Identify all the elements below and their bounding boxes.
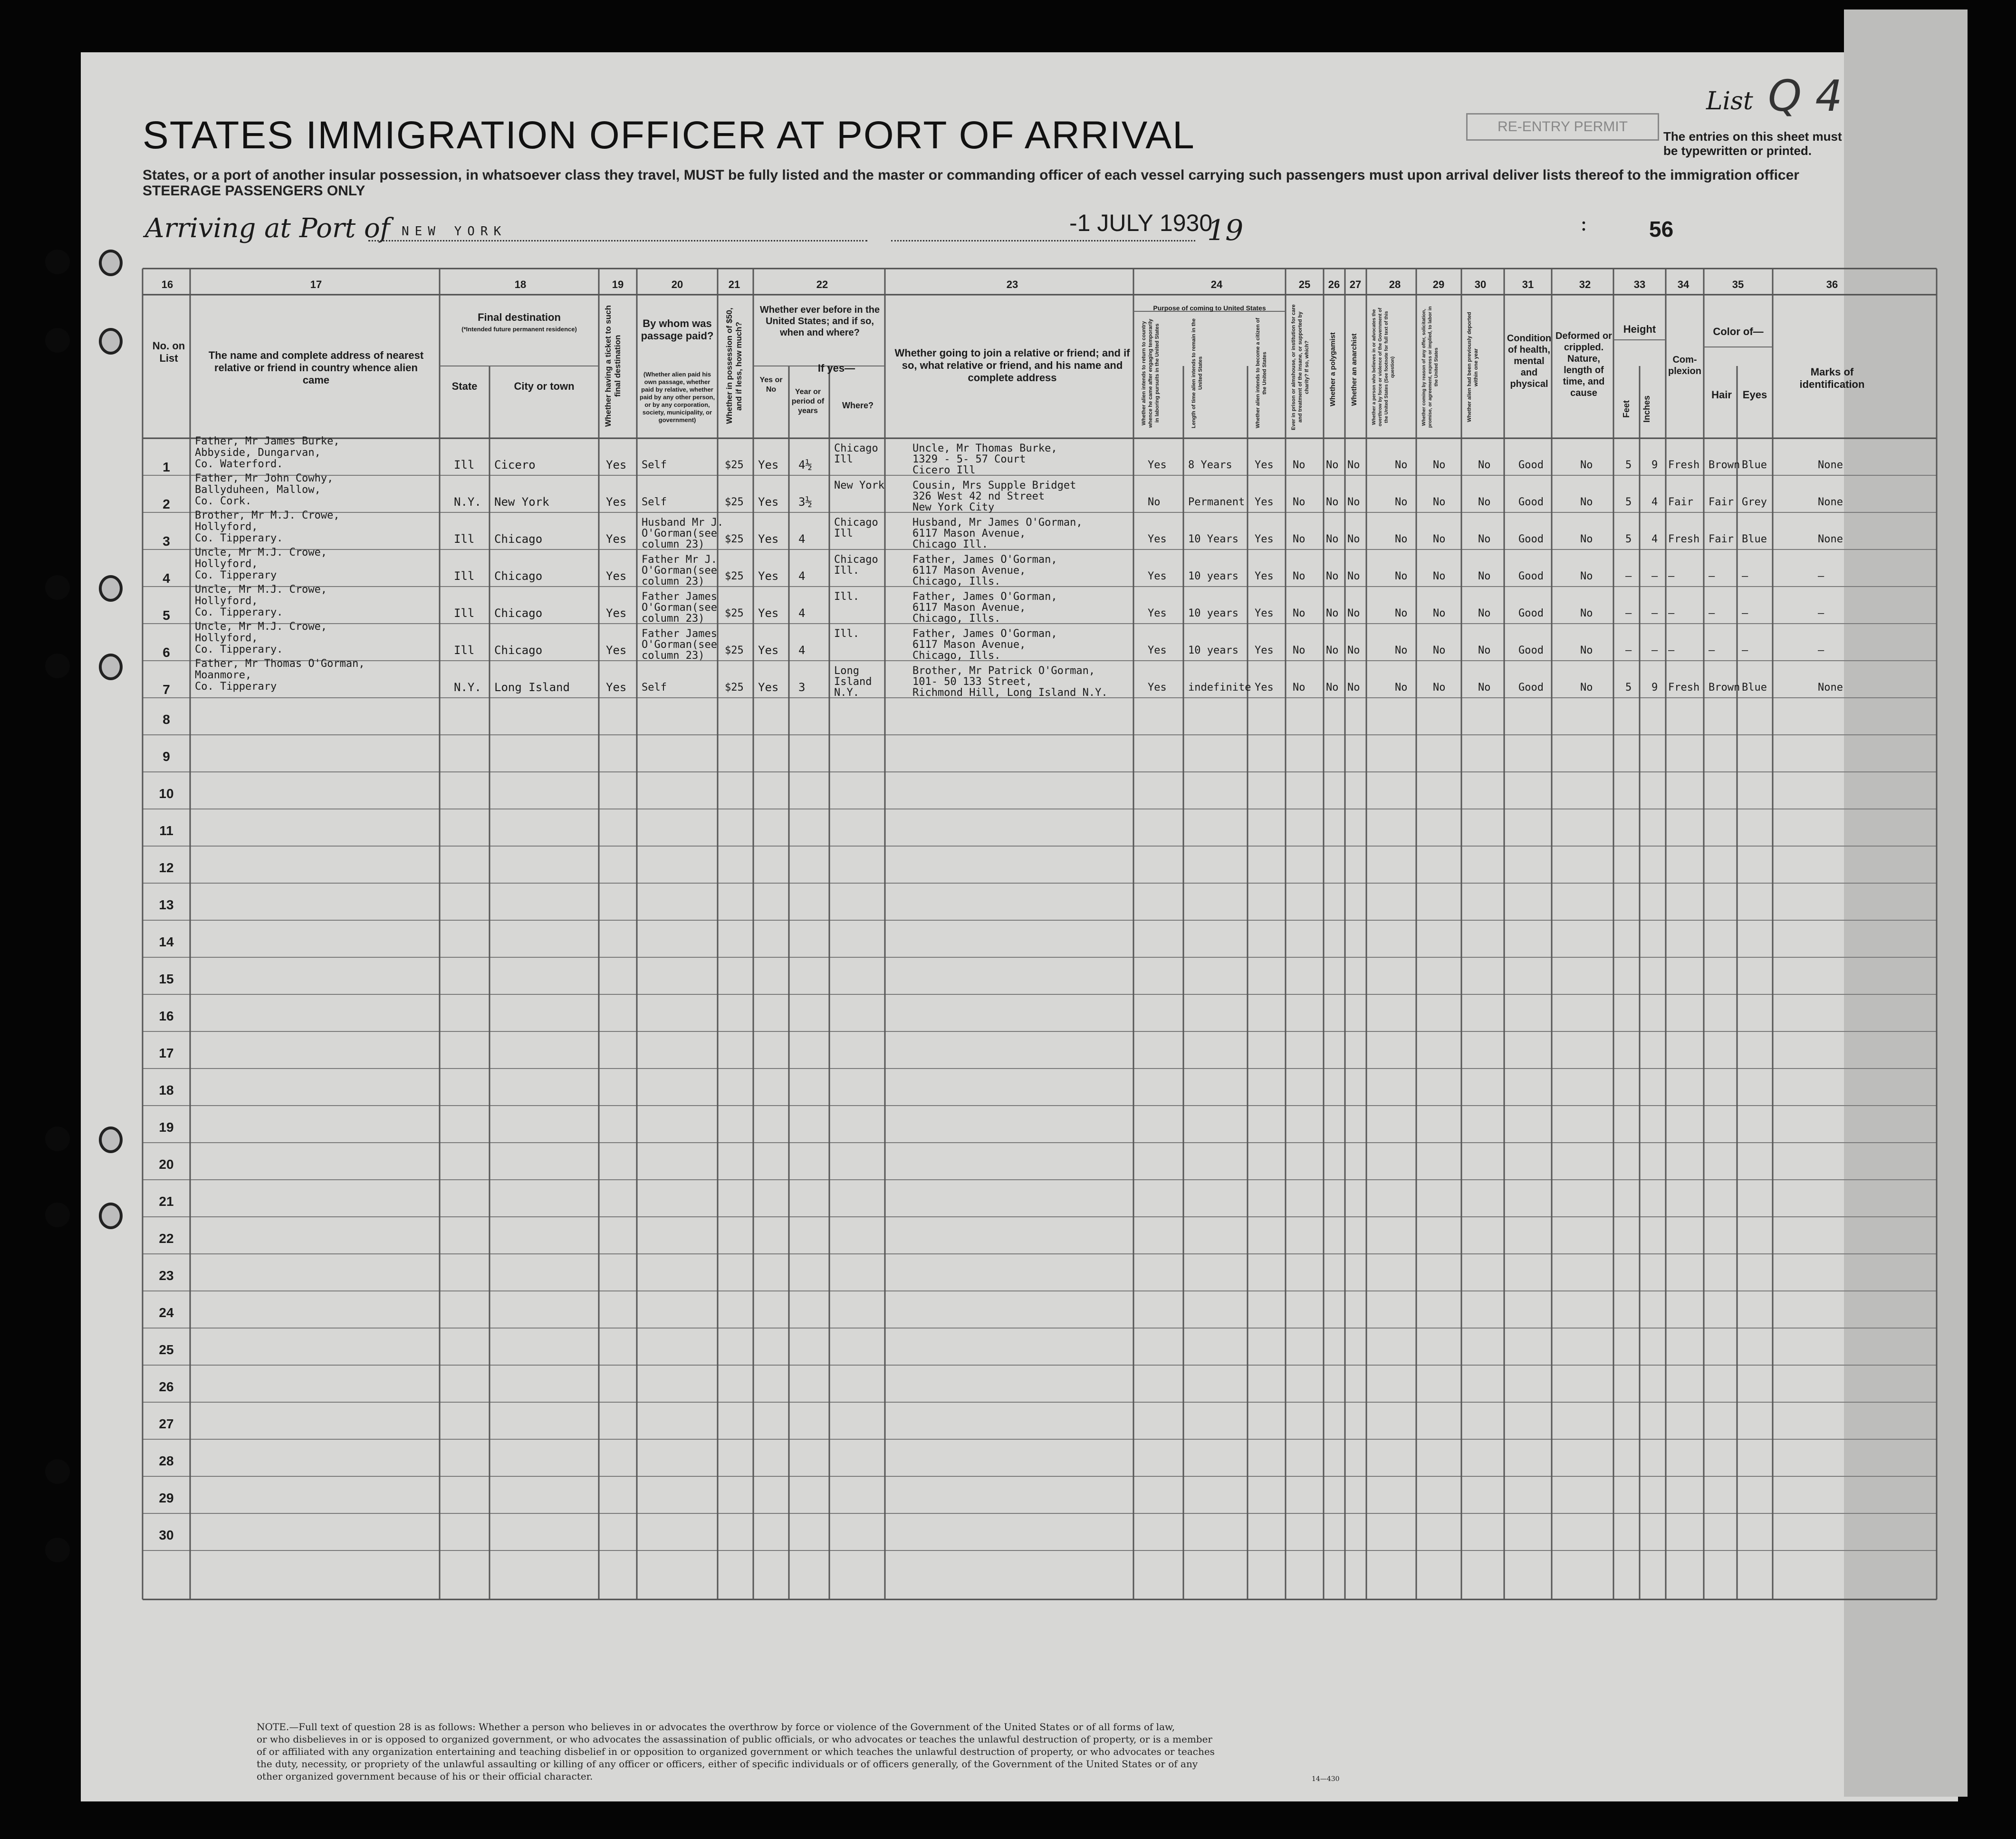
- health-value: Good: [1518, 607, 1544, 619]
- joining-relative: Cousin, Mrs Supple Bridget 326 West 42 nd Street New York City: [912, 480, 1076, 513]
- page-title: STATES IMMIGRATION OFFICER AT PORT OF ARRIVAL: [143, 114, 1195, 157]
- purpose-citizen: Yes: [1255, 607, 1274, 619]
- question-29-value: No: [1433, 607, 1446, 619]
- where-value: Chicago Ill.: [834, 554, 878, 577]
- height-inches: 4: [1651, 496, 1658, 508]
- header-period: Year or period of years: [791, 388, 825, 415]
- list-label: List: [1706, 87, 1753, 116]
- height-feet: 5: [1625, 682, 1632, 693]
- nearest-relative: Uncle, Mr M.J. Crowe, Hollyford, Co. Tipperary: [195, 547, 327, 581]
- purpose-return: Yes: [1148, 645, 1167, 656]
- header-deformed: Deformed or crippled. Nature, length of time, and cause: [1555, 331, 1612, 398]
- header-ever-before: Whether ever before in the United States; and if so, when and where?: [759, 305, 880, 338]
- header-city: City or town: [514, 380, 575, 392]
- ever-before: Yes: [758, 607, 779, 620]
- row-number: 21: [159, 1194, 174, 1209]
- health-value: Good: [1518, 682, 1544, 693]
- money-value: $25: [725, 570, 744, 582]
- destination-state: Ill: [454, 607, 475, 620]
- destination-city: Long Island: [494, 681, 570, 694]
- column-number: 20: [671, 279, 683, 290]
- question-28-value: No: [1395, 682, 1408, 693]
- header-passage-note: (Whether alien paid his own passage, whether paid by relative, whether paid by any other person, or by any corporation, society, municipality, or government): [639, 371, 715, 424]
- purpose-return: No: [1148, 496, 1161, 508]
- anarchist-value: No: [1347, 645, 1360, 656]
- polygamist-value: No: [1326, 459, 1339, 471]
- money-value: $25: [725, 533, 744, 545]
- destination-state: Ill: [454, 458, 475, 472]
- row-number: 13: [159, 897, 174, 912]
- column-number: 23: [1006, 279, 1018, 290]
- height-inches: —: [1651, 570, 1658, 582]
- ticket-value: Yes: [606, 495, 627, 509]
- destination-state: N.Y.: [454, 495, 481, 509]
- polygamist-value: No: [1326, 607, 1339, 619]
- destination-state: Ill: [454, 644, 475, 657]
- where-value: Chicago Ill: [834, 443, 878, 465]
- row-number: 23: [159, 1268, 174, 1283]
- hair-value: —: [1709, 645, 1715, 656]
- identification-marks: —: [1818, 570, 1824, 582]
- hair-value: Brown: [1709, 682, 1740, 693]
- header-feet: Feet: [1622, 400, 1631, 418]
- column-number: 27: [1349, 279, 1362, 290]
- column-number: 29: [1432, 279, 1445, 290]
- header-yes-no: Yes or No: [759, 376, 783, 394]
- header-inches: Inches: [1642, 395, 1651, 423]
- row-number: 2: [163, 497, 170, 511]
- row-number: 18: [159, 1083, 174, 1098]
- header-complexion: Com- plexion: [1668, 355, 1701, 376]
- row-number: 19: [159, 1120, 174, 1135]
- health-value: Good: [1518, 459, 1544, 471]
- marginal-mark: :: [1580, 212, 1587, 236]
- complexion-value: Fresh: [1668, 682, 1700, 693]
- health-value: Good: [1518, 533, 1544, 545]
- header-final-destination-note: (*Intended future permanent residence): [461, 326, 577, 333]
- row-number: 11: [159, 823, 173, 838]
- row-number: 24: [159, 1305, 174, 1320]
- row-number: 28: [159, 1454, 174, 1468]
- question-30-value: No: [1478, 645, 1491, 656]
- entries-note-line: be typewritten or printed.: [1663, 144, 1812, 158]
- hair-value: Fair: [1709, 496, 1734, 508]
- row-number: 25: [159, 1342, 174, 1357]
- question-30-value: No: [1478, 533, 1491, 545]
- header-money: Whether in possession of $50, and if less, how much?: [725, 308, 743, 424]
- column-number: 26: [1328, 279, 1340, 290]
- footnote: NOTE.—Full text of question 28 is as follows: Whether a person who believes in or advocates the overthrow by force or violence of the Government of the United States or of all forms of law, or who disbelieves in or is opposed to organized government, or who advocates the assassination of public officials, or who advocates or teaches the unlawful destruction of property, or is a member of or affiliated with any organization entertaining and teaching disbelief in or opposition to organized government or which teaches the unlawful destruction of property, or who advocates or teaches the duty, necessity, or propriety of the unlawful assaulting or killing of any officer or officers, either of specific individuals or of officers generally, of the Government of the United States or of any other organized government because of his or their official character.: [257, 1721, 1215, 1782]
- header-purpose-citizen: Whether alien intends to become a citizen of the United States: [1255, 318, 1267, 429]
- instructions-text: States, or a port of another insular possession, in whatsoever class they travel, MUST be fully listed and the master or commanding officer of each vessel carrying such passengers must upon arrival deliver lists thereof to the immigration officer: [143, 167, 1799, 183]
- deformed-value: No: [1580, 496, 1593, 508]
- eyes-value: —: [1742, 645, 1748, 656]
- purpose-length: Permanent: [1188, 496, 1245, 508]
- row-number: 14: [159, 934, 174, 949]
- header-ticket: Whether having a ticket to such final destination: [604, 305, 622, 427]
- height-feet: —: [1625, 607, 1632, 619]
- form-number: 14—430: [1312, 1775, 1340, 1783]
- years-value: 4½: [798, 458, 812, 472]
- question-30-value: No: [1478, 607, 1491, 619]
- deformed-value: No: [1580, 459, 1593, 471]
- column-number: 34: [1677, 279, 1690, 290]
- joining-relative: Father, James O'Gorman, 6117 Mason Avenue, Chicago, Ills.: [912, 628, 1057, 662]
- complexion-value: Fresh: [1668, 459, 1700, 471]
- column-number: 33: [1633, 279, 1646, 290]
- height-inches: —: [1651, 645, 1658, 656]
- column-number: 25: [1298, 279, 1311, 290]
- joining-relative: Husband, Mr James O'Gorman, 6117 Mason Avenue, Chicago Ill.: [912, 517, 1083, 550]
- eyes-value: Grey: [1742, 496, 1767, 508]
- column-number: 16: [161, 279, 173, 290]
- row-number: 29: [159, 1491, 174, 1505]
- page-number: 56: [1649, 217, 1674, 241]
- prison-value: No: [1293, 533, 1306, 545]
- nearest-relative: Father, Mr James Burke, Abbyside, Dungarvan, Co. Waterford.: [195, 435, 340, 470]
- years-value: 3: [798, 681, 806, 694]
- anarchist-value: No: [1347, 570, 1360, 582]
- header-state: State: [451, 380, 478, 392]
- polygamist-value: No: [1326, 570, 1339, 582]
- joining-relative: Uncle, Mr Thomas Burke, 1329 - 5- 57 Court Cicero Ill: [912, 443, 1057, 476]
- nearest-relative: Brother, Mr M.J. Crowe, Hollyford, Co. Tipperary.: [195, 510, 340, 544]
- list-number: Q 4: [1768, 71, 1843, 121]
- height-inches: 9: [1651, 459, 1658, 471]
- destination-state: Ill: [454, 569, 475, 583]
- question-29-value: No: [1433, 533, 1446, 545]
- destination-city: Chicago: [494, 532, 543, 546]
- header-question-28: Whether a person who believes in or advocates the overthrow by force or violence of the Government of the United States (See footnote for full text of this question): [1372, 308, 1395, 427]
- entries-note-line: The entries on this sheet must: [1663, 129, 1842, 144]
- purpose-citizen: Yes: [1255, 496, 1274, 508]
- question-30-value: No: [1478, 459, 1491, 471]
- nearest-relative: Father, Mr Thomas O'Gorman, Moanmore, Co. Tipperary: [195, 658, 365, 693]
- anarchist-value: No: [1347, 496, 1360, 508]
- question-29-value: No: [1433, 645, 1446, 656]
- purpose-citizen: Yes: [1255, 459, 1274, 471]
- question-28-value: No: [1395, 570, 1408, 582]
- question-28-value: No: [1395, 533, 1408, 545]
- health-value: Good: [1518, 570, 1544, 582]
- complexion-value: Fresh: [1668, 533, 1700, 545]
- hair-value: Fair: [1709, 533, 1734, 545]
- arrival-port: NEW YORK: [402, 224, 507, 239]
- years-value: 3½: [798, 495, 812, 509]
- header-question-30: Whether alien had been previously deported within one year: [1467, 312, 1479, 423]
- purpose-citizen: Yes: [1255, 533, 1274, 545]
- ever-before: Yes: [758, 532, 779, 546]
- passage-paid: Father James O'Gorman(see column 23): [642, 628, 717, 662]
- column-number: 22: [816, 279, 828, 290]
- ticket-value: Yes: [606, 458, 627, 472]
- years-value: 4: [798, 532, 806, 546]
- purpose-length: 8 Years: [1188, 459, 1232, 471]
- eyes-value: Blue: [1742, 682, 1767, 693]
- header-passage-paid: By whom was passage paid?: [641, 318, 714, 342]
- deformed-value: No: [1580, 533, 1593, 545]
- passage-paid: Husband Mr J. O'Gorman(see column 23): [642, 517, 724, 550]
- question-29-value: No: [1433, 570, 1446, 582]
- prison-value: No: [1293, 496, 1306, 508]
- hair-value: —: [1709, 607, 1715, 619]
- question-29-value: No: [1433, 496, 1446, 508]
- reentry-permit-stamp: RE-ENTRY PERMIT: [1466, 113, 1659, 141]
- height-feet: 5: [1625, 533, 1632, 545]
- question-30-value: No: [1478, 682, 1491, 693]
- row-number: 17: [159, 1046, 174, 1060]
- header-prison: Ever in prison or almshouse, or institution for care and treatment of the insane, or supported by charity? If so, which?: [1291, 304, 1310, 430]
- eyes-value: —: [1742, 570, 1748, 582]
- column-number: 18: [514, 279, 527, 290]
- ticket-value: Yes: [606, 644, 627, 657]
- eyes-value: —: [1742, 607, 1748, 619]
- passage-paid: Self: [642, 682, 667, 693]
- row-number: 1: [163, 460, 170, 474]
- deformed-value: No: [1580, 607, 1593, 619]
- question-29-value: No: [1433, 459, 1446, 471]
- nearest-relative: Uncle, Mr M.J. Crowe, Hollyford, Co. Tipperary.: [195, 621, 327, 655]
- hair-value: Brown: [1709, 459, 1740, 471]
- header-no-on-list: No. on List: [152, 340, 185, 364]
- years-value: 4: [798, 644, 806, 657]
- anarchist-value: No: [1347, 682, 1360, 693]
- height-feet: 5: [1625, 496, 1632, 508]
- purpose-length: 10 years: [1188, 570, 1238, 582]
- identification-marks: None: [1818, 496, 1843, 508]
- ticket-value: Yes: [606, 607, 627, 620]
- nearest-relative: Uncle, Mr M.J. Crowe, Hollyford, Co. Tipperary.: [195, 584, 327, 618]
- destination-city: Chicago: [494, 644, 543, 657]
- row-number: 16: [159, 1009, 174, 1023]
- year-prefix: 19: [1207, 214, 1244, 247]
- anarchist-value: No: [1347, 459, 1360, 471]
- row-number: 22: [159, 1231, 174, 1246]
- arriving-label: Arriving at Port of: [145, 213, 390, 244]
- question-30-value: No: [1478, 570, 1491, 582]
- header-color-of: Color of—: [1713, 326, 1764, 337]
- complexion-value: —: [1668, 645, 1675, 656]
- purpose-length: 10 years: [1188, 645, 1238, 656]
- height-feet: —: [1625, 570, 1632, 582]
- ever-before: Yes: [758, 495, 779, 509]
- purpose-return: Yes: [1148, 570, 1167, 582]
- row-number: 4: [163, 571, 170, 586]
- destination-city: Chicago: [494, 569, 543, 583]
- destination-city: Cicero: [494, 458, 536, 472]
- row-number: 15: [159, 972, 174, 986]
- identification-marks: None: [1818, 533, 1843, 545]
- where-value: Ill.: [834, 628, 859, 640]
- eyes-value: Blue: [1742, 459, 1767, 471]
- money-value: $25: [725, 607, 744, 619]
- row-number: 10: [159, 786, 174, 801]
- purpose-return: Yes: [1148, 459, 1167, 471]
- passage-paid: Father Mr J. O'Gorman(see column 23): [642, 554, 717, 587]
- header-purpose-length: Length of time alien intends to remain in the United States: [1191, 318, 1203, 428]
- joining-relative: Father, James O'Gorman, 6117 Mason Avenue, Chicago, Ills.: [912, 591, 1057, 625]
- eyes-value: Blue: [1742, 533, 1767, 545]
- ever-before: Yes: [758, 644, 779, 657]
- health-value: Good: [1518, 496, 1544, 508]
- passenger-class: STEERAGE PASSENGERS ONLY: [143, 183, 365, 199]
- prison-value: No: [1293, 682, 1306, 693]
- header-eyes: Eyes: [1742, 389, 1767, 401]
- hair-value: —: [1709, 570, 1715, 582]
- where-value: Long Island N.Y.: [834, 665, 872, 699]
- column-number: 28: [1389, 279, 1401, 290]
- header-height: Height: [1623, 323, 1656, 335]
- polygamist-value: No: [1326, 645, 1339, 656]
- polygamist-value: No: [1326, 682, 1339, 693]
- ever-before: Yes: [758, 569, 779, 583]
- passage-paid: Self: [642, 496, 667, 508]
- purpose-length: indefinite: [1188, 682, 1251, 693]
- header-if-yes: If yes—: [817, 362, 855, 374]
- header-health: Condition of health, mental and physical: [1507, 333, 1552, 389]
- column-number: 30: [1474, 279, 1487, 290]
- anarchist-value: No: [1347, 607, 1360, 619]
- height-inches: 9: [1651, 682, 1658, 693]
- row-number: 7: [163, 682, 170, 697]
- header-anarchist: Whether an anarchist: [1350, 333, 1358, 406]
- money-value: $25: [725, 496, 744, 508]
- header-marks-identification: Marks of identification: [1799, 366, 1865, 390]
- destination-city: New York: [494, 495, 549, 509]
- ever-before: Yes: [758, 458, 779, 472]
- ticket-value: Yes: [606, 681, 627, 694]
- purpose-return: Yes: [1148, 533, 1167, 545]
- prison-value: No: [1293, 570, 1306, 582]
- height-feet: —: [1625, 645, 1632, 656]
- prison-value: No: [1293, 459, 1306, 471]
- prison-value: No: [1293, 645, 1306, 656]
- purpose-length: 10 Years: [1188, 533, 1238, 545]
- destination-city: Chicago: [494, 607, 543, 620]
- polygamist-value: No: [1326, 496, 1339, 508]
- column-number: 31: [1522, 279, 1534, 290]
- row-number: 30: [159, 1528, 174, 1542]
- anarchist-value: No: [1347, 533, 1360, 545]
- row-number: 6: [163, 645, 170, 660]
- where-value: Chicago Ill: [834, 517, 878, 539]
- column-number: 19: [612, 279, 624, 290]
- header-where: Where?: [842, 401, 874, 410]
- row-number: 20: [159, 1157, 174, 1172]
- purpose-citizen: Yes: [1255, 570, 1274, 582]
- column-number: 21: [728, 279, 740, 290]
- row-number: 3: [163, 534, 170, 549]
- row-number: 8: [163, 712, 170, 727]
- health-value: Good: [1518, 645, 1544, 656]
- row-number: 26: [159, 1379, 174, 1394]
- deformed-value: No: [1580, 645, 1593, 656]
- ticket-value: Yes: [606, 569, 627, 583]
- question-30-value: No: [1478, 496, 1491, 508]
- identification-marks: None: [1818, 459, 1843, 471]
- purpose-length: 10 years: [1188, 607, 1238, 619]
- nearest-relative: Father, Mr John Cowhy, Ballyduheen, Mallow, Co. Cork.: [195, 472, 334, 507]
- identification-marks: —: [1818, 645, 1824, 656]
- prison-value: No: [1293, 607, 1306, 619]
- header-nearest-relative: The name and complete address of nearest relative or friend in country whence alien came: [208, 349, 424, 386]
- years-value: 4: [798, 607, 806, 620]
- where-value: New York: [834, 480, 884, 491]
- row-number: 27: [159, 1416, 174, 1431]
- header-question-29: Whether coming by reason of any offer, solicitation, promise, or agreement, express or implied, to labor in the United States: [1421, 306, 1439, 428]
- money-value: $25: [725, 645, 744, 656]
- identification-marks: —: [1818, 607, 1824, 619]
- purpose-return: Yes: [1148, 607, 1167, 619]
- row-number: 9: [163, 749, 170, 764]
- destination-state: Ill: [454, 532, 475, 546]
- joining-relative: Father, James O'Gorman, 6117 Mason Avenue, Chicago, Ills.: [912, 554, 1057, 587]
- ever-before: Yes: [758, 681, 779, 694]
- question-28-value: No: [1395, 645, 1408, 656]
- column-number: 36: [1826, 279, 1838, 290]
- column-number: 17: [310, 279, 322, 290]
- destination-state: N.Y.: [454, 681, 481, 694]
- joining-relative: Brother, Mr Patrick O'Gorman, 101- 50 133 Street, Richmond Hill, Long Island N.Y.: [912, 665, 1108, 699]
- question-29-value: No: [1433, 682, 1446, 693]
- deformed-value: No: [1580, 570, 1593, 582]
- question-28-value: No: [1395, 607, 1408, 619]
- header-polygamist: Whether a polygamist: [1329, 332, 1337, 407]
- purpose-return: Yes: [1148, 682, 1167, 693]
- height-inches: —: [1651, 607, 1658, 619]
- column-number: 24: [1210, 279, 1223, 290]
- polygamist-value: No: [1326, 533, 1339, 545]
- passage-paid: Self: [642, 459, 667, 471]
- column-number: 35: [1732, 279, 1744, 290]
- row-number: 12: [159, 860, 174, 875]
- money-value: $25: [725, 682, 744, 693]
- complexion-value: —: [1668, 570, 1675, 582]
- where-value: Ill.: [834, 591, 859, 603]
- complexion-value: —: [1668, 607, 1675, 619]
- row-number: 5: [163, 608, 170, 623]
- arrival-date: -1 JULY 1930: [1069, 210, 1213, 236]
- purpose-citizen: Yes: [1255, 682, 1274, 693]
- purpose-citizen: Yes: [1255, 645, 1274, 656]
- header-joining: Whether going to join a relative or friend; and if so, what relative or friend, and his name and complete address: [894, 347, 1130, 384]
- question-28-value: No: [1395, 496, 1408, 508]
- ticket-value: Yes: [606, 532, 627, 546]
- header-purpose: Purpose of coming to United States: [1153, 304, 1266, 312]
- header-final-destination: Final destination: [478, 311, 561, 323]
- deformed-value: No: [1580, 682, 1593, 693]
- height-inches: 4: [1651, 533, 1658, 545]
- complexion-value: Fair: [1668, 496, 1693, 508]
- passage-paid: Father James O'Gorman(see column 23): [642, 591, 717, 625]
- identification-marks: None: [1818, 682, 1843, 693]
- money-value: $25: [725, 459, 744, 471]
- height-feet: 5: [1625, 459, 1632, 471]
- column-number: 32: [1579, 279, 1591, 290]
- question-28-value: No: [1395, 459, 1408, 471]
- header-hair: Hair: [1711, 389, 1732, 401]
- years-value: 4: [798, 569, 806, 583]
- header-purpose-return: Whether alien intends to return to country whence he came after engaging temporarily in laboring pursuits in the United States: [1141, 318, 1160, 428]
